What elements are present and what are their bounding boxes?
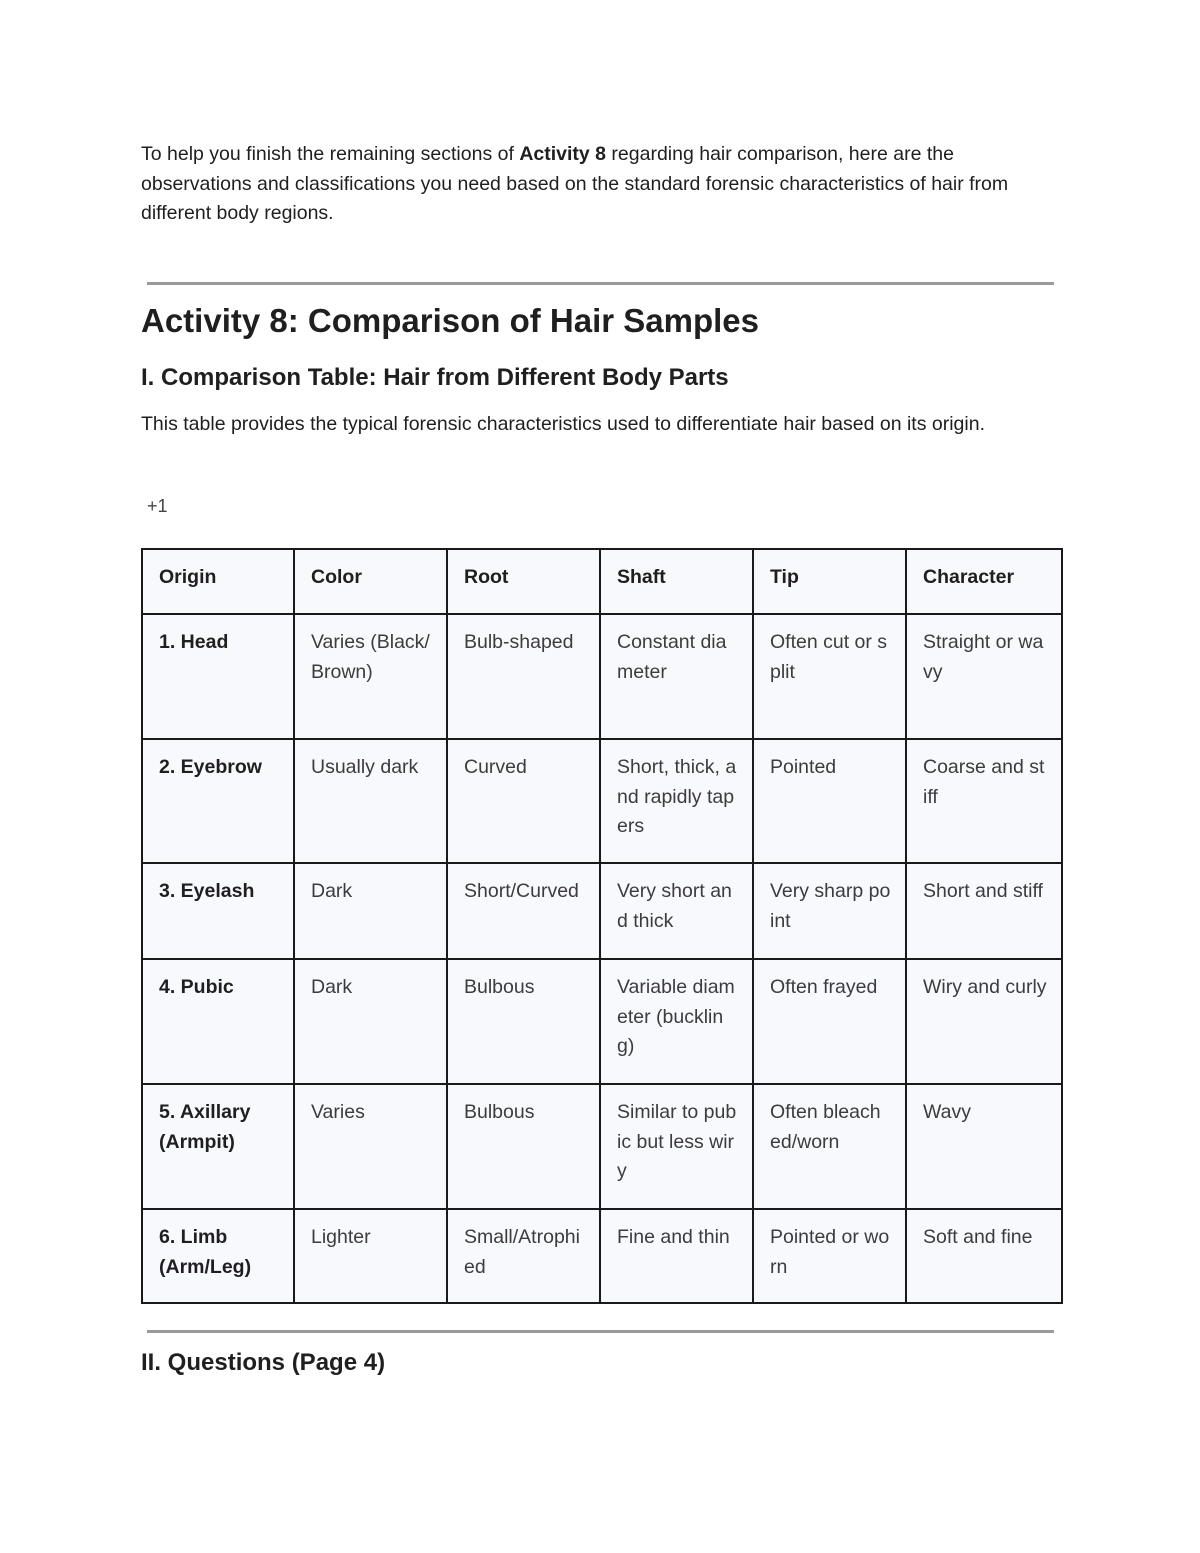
cell-origin: 5. Axillary (Armpit) bbox=[142, 1084, 294, 1209]
cell-color: Dark bbox=[294, 863, 447, 959]
column-header-shaft: Shaft bbox=[600, 549, 753, 614]
cell-tip: Often cut or split bbox=[753, 614, 906, 739]
cell-shaft: Similar to pubic but less wiry bbox=[600, 1084, 753, 1209]
cell-shaft: Very short and thick bbox=[600, 863, 753, 959]
cell-tip: Pointed bbox=[753, 739, 906, 863]
cell-origin: 2. Eyebrow bbox=[142, 739, 294, 863]
column-header-character: Character bbox=[906, 549, 1062, 614]
cell-root: Bulb-shaped bbox=[447, 614, 600, 739]
cell-origin: 6. Limb (Arm/Leg) bbox=[142, 1209, 294, 1303]
cell-shaft: Fine and thin bbox=[600, 1209, 753, 1303]
cell-color: Lighter bbox=[294, 1209, 447, 1303]
cell-character: Short and stiff bbox=[906, 863, 1062, 959]
section-heading-comparison-table: I. Comparison Table: Hair from Different Body Parts bbox=[141, 364, 729, 391]
intro-paragraph bbox=[141, 140, 1056, 229]
section-heading-questions: II. Questions (Page 4) bbox=[141, 1349, 386, 1376]
page-title: Activity 8: Comparison of Hair Samples bbox=[141, 302, 759, 339]
cell-tip: Very sharp point bbox=[753, 863, 906, 959]
cell-color: Usually dark bbox=[294, 739, 447, 863]
cell-tip: Pointed or worn bbox=[753, 1209, 906, 1303]
column-header-color: Color bbox=[294, 549, 447, 614]
cell-shaft: Variable diameter (buckling) bbox=[600, 959, 753, 1084]
table-row bbox=[142, 959, 1062, 1084]
cell-tip: Often bleached/worn bbox=[753, 1084, 906, 1209]
cell-shaft: Short, thick, and rapidly tapers bbox=[600, 739, 753, 863]
horizontal-divider bbox=[147, 282, 1054, 285]
cell-character: Straight or wavy bbox=[906, 614, 1062, 739]
cell-character: Soft and fine bbox=[906, 1209, 1062, 1303]
table-row bbox=[142, 739, 1062, 863]
cell-origin: 3. Eyelash bbox=[142, 863, 294, 959]
intro-bold-activity: Activity 8 bbox=[519, 143, 607, 165]
intro-text-end: regarding hair comparison, here are the observations and classifications you need based on the standard forensic characteristics of hair from different body regions. bbox=[141, 143, 1009, 224]
cell-root: Small/Atrophied bbox=[447, 1209, 600, 1303]
cell-origin: 4. Pubic bbox=[142, 959, 294, 1084]
horizontal-divider bbox=[147, 1330, 1054, 1333]
cell-root: Short/Curved bbox=[447, 863, 600, 959]
hair-comparison-table bbox=[141, 548, 1063, 1304]
table-row bbox=[142, 1209, 1062, 1303]
column-header-root: Root bbox=[447, 549, 600, 614]
cell-tip: Often frayed bbox=[753, 959, 906, 1084]
intro-text-start: To help you finish the remaining sections of bbox=[141, 143, 520, 165]
table-header-row bbox=[142, 549, 1062, 614]
table-row bbox=[142, 614, 1062, 739]
section-description: This table provides the typical forensic characteristics used to differentiate hair based on its origin. bbox=[141, 413, 985, 435]
cell-character: Coarse and stiff bbox=[906, 739, 1062, 863]
cell-character: Wavy bbox=[906, 1084, 1062, 1209]
column-header-origin: Origin bbox=[142, 549, 294, 614]
cell-color: Varies (Black/Brown) bbox=[294, 614, 447, 739]
cell-shaft: Constant diameter bbox=[600, 614, 753, 739]
cell-origin: 1. Head bbox=[142, 614, 294, 739]
cell-color: Dark bbox=[294, 959, 447, 1084]
cell-root: Bulbous bbox=[447, 1084, 600, 1209]
cell-root: Curved bbox=[447, 739, 600, 863]
table-row bbox=[142, 863, 1062, 959]
column-header-tip: Tip bbox=[753, 549, 906, 614]
cell-root: Bulbous bbox=[447, 959, 600, 1084]
citation-chip[interactable]: +1 bbox=[147, 496, 168, 516]
cell-character: Wiry and curly bbox=[906, 959, 1062, 1084]
table-row bbox=[142, 1084, 1062, 1209]
cell-color: Varies bbox=[294, 1084, 447, 1209]
